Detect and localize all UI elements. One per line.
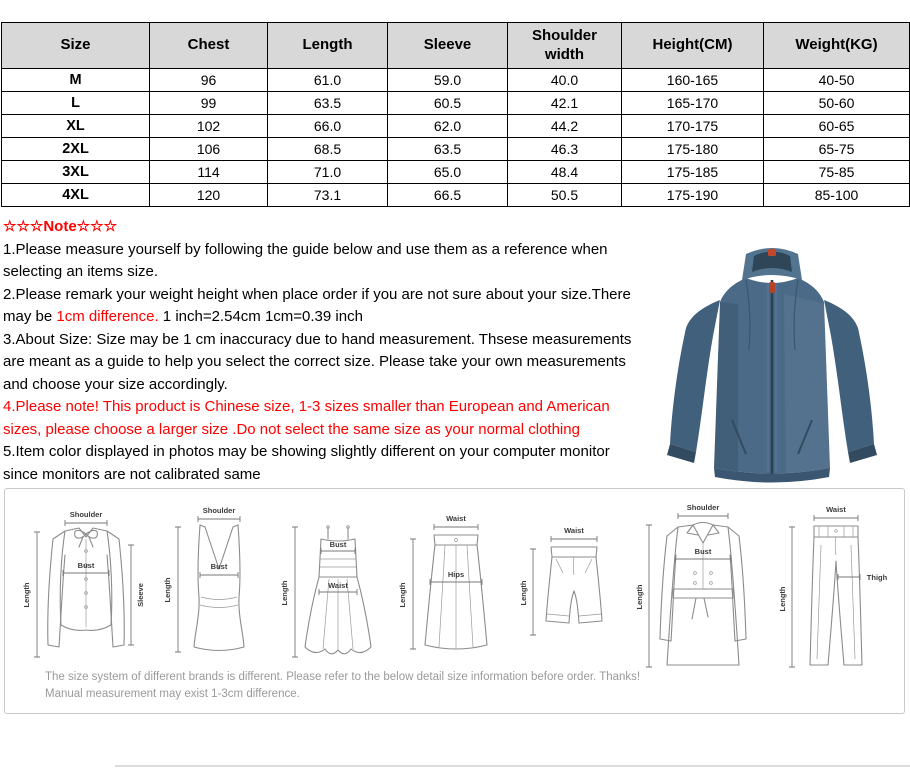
note-2-highlight: 1cm difference. (56, 308, 159, 325)
cell-length: 61.0 (268, 69, 388, 92)
note-2 (3, 284, 643, 329)
cell-chest: 114 (150, 161, 268, 184)
cell-sleeve: 59.0 (388, 69, 508, 92)
cell-sleeve: 60.5 (388, 92, 508, 115)
pants-diagram (777, 497, 896, 677)
cell-chest: 120 (150, 184, 268, 207)
shoulder-label: Shoulder (203, 506, 236, 515)
cell-length: 66.0 (268, 115, 388, 138)
tank-top-diagram (164, 497, 269, 672)
bust-label: Bust (210, 562, 228, 571)
page-separator (115, 765, 910, 767)
length-label: Length (777, 586, 787, 612)
coat-diagram (634, 497, 768, 677)
table-row (2, 161, 910, 184)
cell-height: 165-170 (622, 92, 764, 115)
cell-sleeve: 66.5 (388, 184, 508, 207)
cell-size: M (2, 69, 150, 92)
cell-shoulder: 48.4 (508, 161, 622, 184)
cell-sleeve: 65.0 (388, 161, 508, 184)
length-label: Length (519, 580, 529, 606)
cell-weight: 50-60 (764, 92, 910, 115)
length-label: Length (22, 582, 31, 608)
shoulder-label: Shoulder (686, 503, 719, 512)
cell-height: 170-175 (622, 115, 764, 138)
cell-weight: 75-85 (764, 161, 910, 184)
col-header-size: Size (2, 23, 150, 69)
cell-height: 175-185 (622, 161, 764, 184)
cell-height: 175-190 (622, 184, 764, 207)
shirt-diagram (21, 497, 151, 672)
cell-weight: 65-75 (764, 138, 910, 161)
cell-size: XL (2, 115, 150, 138)
zipper-pull (769, 282, 775, 293)
cell-length: 68.5 (268, 138, 388, 161)
notes-title: ☆☆☆Note☆☆☆ (3, 218, 118, 235)
cell-shoulder: 42.1 (508, 92, 622, 115)
waist-label: Waist (446, 514, 466, 523)
col-header-weight: Weight(KG) (764, 23, 910, 69)
cell-sleeve: 63.5 (388, 138, 508, 161)
waist-label: Waist (826, 505, 846, 514)
bust-label: Bust (694, 547, 711, 556)
cell-sleeve: 62.0 (388, 115, 508, 138)
length-label: Length (397, 582, 407, 608)
garment-diagrams (21, 497, 896, 677)
col-header-sleeve: Sleeve (388, 23, 508, 69)
cell-weight: 60-65 (764, 115, 910, 138)
cell-shoulder: 50.5 (508, 184, 622, 207)
cell-size: 4XL (2, 184, 150, 207)
cell-weight: 40-50 (764, 69, 910, 92)
col-header-height: Height(CM) (622, 23, 764, 69)
cell-height: 160-165 (622, 69, 764, 92)
shorts-diagram (519, 497, 624, 672)
note-5: 5.Item color displayed in photos may be showing slightly different on your computer monitor since monitors are not calibrated same (3, 443, 610, 483)
cell-weight: 85-100 (764, 184, 910, 207)
guide-footer (45, 669, 640, 703)
hips-label: Hips (447, 570, 465, 579)
cell-shoulder: 40.0 (508, 69, 622, 92)
note-4: 4.Please note! This product is Chinese size, 1-3 sizes smaller than European and American sizes, please choose a larger size .Do not select the same size as your normal clothing (3, 398, 610, 438)
cell-shoulder: 44.2 (508, 115, 622, 138)
notes-section (3, 216, 643, 486)
col-header-chest: Chest (150, 23, 268, 69)
note-1: 1.Please measure yourself by following the guide below and use them as a reference when selecting an items size. (3, 240, 608, 280)
guide-footer-line-2: Manual measurement may exist 1-3cm difference. (45, 688, 300, 700)
bust-label: Bust (77, 561, 95, 570)
table-row (2, 184, 910, 207)
note-3: 3.About Size: Size may be 1 cm inaccuracy due to hand measurement. Thsese measurements are meant as a guide to help you select the correct size. Please take your own measurements and choose your size accordingly. (3, 330, 632, 393)
length-label: Length (163, 577, 173, 603)
table-row (2, 138, 910, 161)
length-label: Length (634, 584, 644, 610)
col-header-shoulder-width: Shoulder width (508, 23, 622, 69)
col-header-length: Length (268, 23, 388, 69)
waist-label: Waist (564, 526, 585, 535)
cell-size: 3XL (2, 161, 150, 184)
cell-chest: 96 (150, 69, 268, 92)
bust-label: Bust (329, 540, 346, 549)
table-row (2, 115, 910, 138)
size-chart-table (1, 22, 910, 207)
guide-footer-line-1: The size system of different brands is different. Please refer to the below detail size information before order. Thanks! (45, 671, 641, 683)
measurement-guide (4, 488, 905, 714)
shoulder-label: Shoulder (69, 510, 103, 519)
note-2-text: 2.Please remark your weight height when place order if you are not sure about your size.There may be (3, 285, 631, 325)
cell-length: 71.0 (268, 161, 388, 184)
cell-chest: 106 (150, 138, 268, 161)
cell-height: 175-180 (622, 138, 764, 161)
note-2-text-2: 1 inch=2.54cm 1cm=0.39 inch (158, 308, 363, 325)
waist-label: Waist (327, 581, 348, 590)
cell-size: 2XL (2, 138, 150, 161)
cell-chest: 99 (150, 92, 268, 115)
thigh-label: Thigh (866, 573, 888, 582)
cell-size: L (2, 92, 150, 115)
header-row (2, 23, 910, 69)
cell-shoulder: 46.3 (508, 138, 622, 161)
product-image (634, 234, 910, 490)
dress-diagram (279, 497, 388, 672)
table-row (2, 69, 910, 92)
cell-chest: 102 (150, 115, 268, 138)
skirt-diagram (397, 497, 506, 672)
table-row (2, 92, 910, 115)
jacket-illustration (634, 234, 910, 490)
sleeve-label: Sleeve (136, 583, 145, 607)
zipper-pull-top (768, 249, 776, 256)
cell-length: 63.5 (268, 92, 388, 115)
cell-length: 73.1 (268, 184, 388, 207)
length-label: Length (279, 580, 289, 606)
